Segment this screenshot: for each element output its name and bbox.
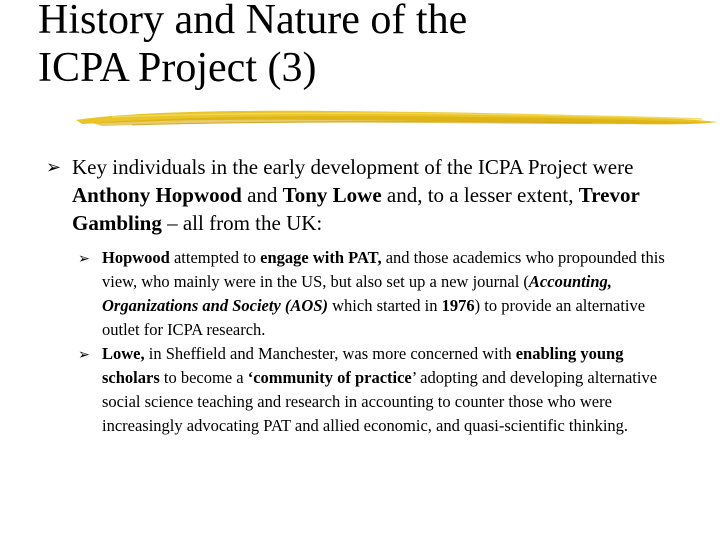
slide-title (38, 0, 698, 92)
arrow-bullet-icon: ➢ (78, 251, 90, 267)
title-line-2: ICPA Project (3) (38, 45, 317, 91)
sub-bullet-list (78, 246, 678, 438)
sub-bullet-lowe (78, 342, 678, 438)
arrow-bullet-icon: ➢ (46, 157, 62, 178)
sub-bullet-text: Hopwood attempted to engage with PAT, and those academics who propounded this view, who mainly were in the US, but also set up a new journal (Accounting, Organizations and Society (AOS) which started in 1976) to provide an alternative outlet for ICPA research. (102, 248, 665, 339)
title-underline-brushstroke (72, 106, 720, 132)
bullet-key-individuals (46, 153, 696, 237)
arrow-bullet-icon: ➢ (78, 347, 90, 363)
bullet-text: Key individuals in the early development of the ICPA Project were Anthony Hopwood and Tony Lowe and, to a lesser extent, Trevor Gambling – all from the UK: (72, 155, 640, 235)
sub-bullet-text: Lowe, in Sheffield and Manchester, was more concerned with enabling young scholars to become a ‘community of practice’ adopting and developing alternative social science teaching and research in accounting to counter those who were increasingly advocating PAT and allied economic, and quasi-scientific thinking. (102, 344, 658, 435)
title-line-1: History and Nature of the (38, 0, 468, 43)
sub-bullet-hopwood (78, 246, 678, 342)
